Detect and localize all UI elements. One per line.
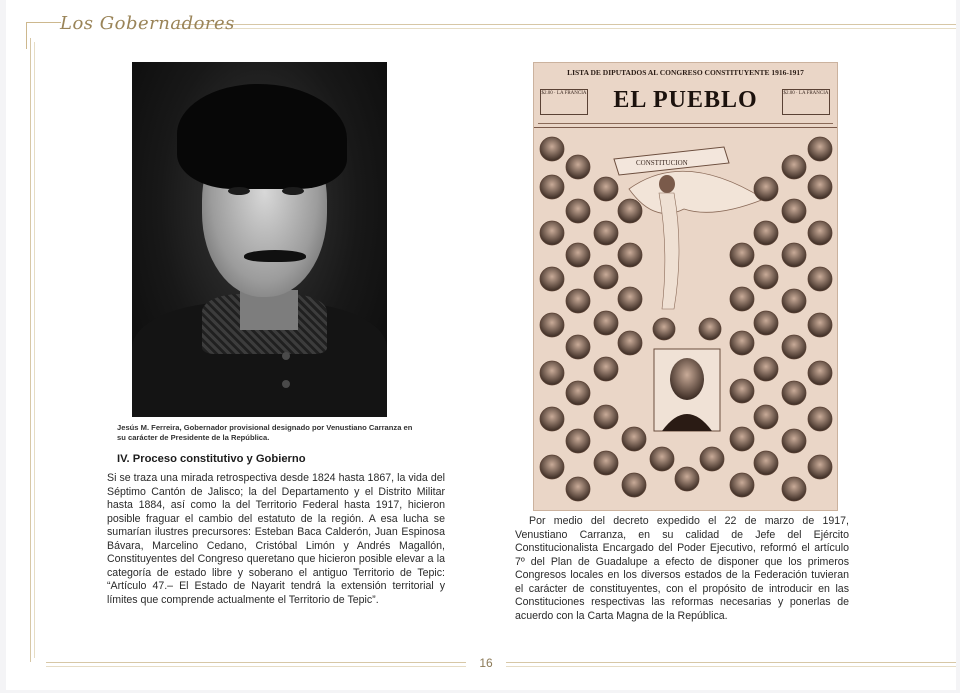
frame-left-line-inner	[34, 42, 35, 658]
portrait-photo	[132, 62, 387, 417]
frame-bottom-line-left-inner	[46, 666, 466, 667]
frame-top-line	[176, 24, 956, 25]
frame-top-line-inner	[176, 28, 956, 29]
frame-bottom-line-right-inner	[506, 666, 956, 667]
frame-bottom-line-right	[506, 662, 956, 663]
frame-bottom-line-left	[46, 662, 466, 663]
portrait-mustache	[244, 250, 306, 262]
running-header-title: Los Gobernadores	[60, 13, 235, 34]
newspaper-ad-box-left: $2.00 · LA FRANCIA	[540, 89, 588, 115]
newspaper-rule	[538, 123, 833, 124]
newspaper-ad-box-right: $2.00 · LA FRANCIA	[782, 89, 830, 115]
coat-button	[282, 380, 290, 388]
page-number: 16	[479, 656, 493, 670]
body-paragraph-right: Por medio del decreto expedido el 22 de marzo de 1917, Venustiano Carranza, en su calidad de Jefe del Ejército Constitucionalista Encargado del Poder Ejecutivo, reformó el artículo 7º del Plan de Guadalupe a efecto de disponer que los primeros Congresos locales en los diversos estados de la Federación tuvieran el carácter de constituyentes, con el propósito de introducir en las Constituciones respectivas las reformas necesarias y ponerlas de acuerdo con la Carta Magna de la República.	[515, 515, 849, 622]
photo-caption: Jesús M. Ferreira, Gobernador provisional designado por Venustiano Carranza en su carácter de Presidente de la República.	[117, 423, 413, 442]
section-heading: IV. Proceso constitutivo y Gobierno	[117, 453, 306, 465]
deputies-collage-illustration	[534, 129, 837, 509]
portrait-eye-left	[228, 187, 250, 195]
newspaper-clipping-image	[533, 62, 838, 511]
newspaper-title: EL PUEBLO	[613, 87, 758, 113]
portrait-eye-right	[282, 187, 304, 195]
newspaper-masthead	[534, 81, 837, 128]
book-page	[6, 0, 956, 690]
frame-corner-ornament	[26, 22, 61, 49]
body-paragraph-left: Si se traza una mirada retrospectiva desde 1824 hasta 1867, la vida del Séptimo Cantón de Jalisco; la del Departamento y el Distrito Militar hasta 1884, así como la del Territorio Federal hasta 1917, hicieron posible fraguar el cambio del estatuto de la región. A esa lucha se sumarían ilustres precursores: Esteban Baca Calderón, Juan Espinosa Bávara, Marcelino Cedano, Cristóbal Limón y Andrés Magallón, Constituyentes del Congreso queretano que hicieron posible elevar a la categoría de estado libre y soberano el antiguo Territorio de Tepic: “Artículo 47.– El Estado de Nayarit tendrá la extensión territorial y límites que comprende actualmente el Territorio de Tepic”.	[107, 472, 445, 606]
coat-button	[282, 352, 290, 360]
newspaper-top-line: LISTA DE DIPUTADOS AL CONGRESO CONSTITUYENTE 1916-1917	[567, 68, 804, 77]
frame-left-line	[30, 38, 31, 662]
banner-text: CONSTITUCION	[636, 159, 688, 167]
portrait-hair	[177, 84, 347, 189]
